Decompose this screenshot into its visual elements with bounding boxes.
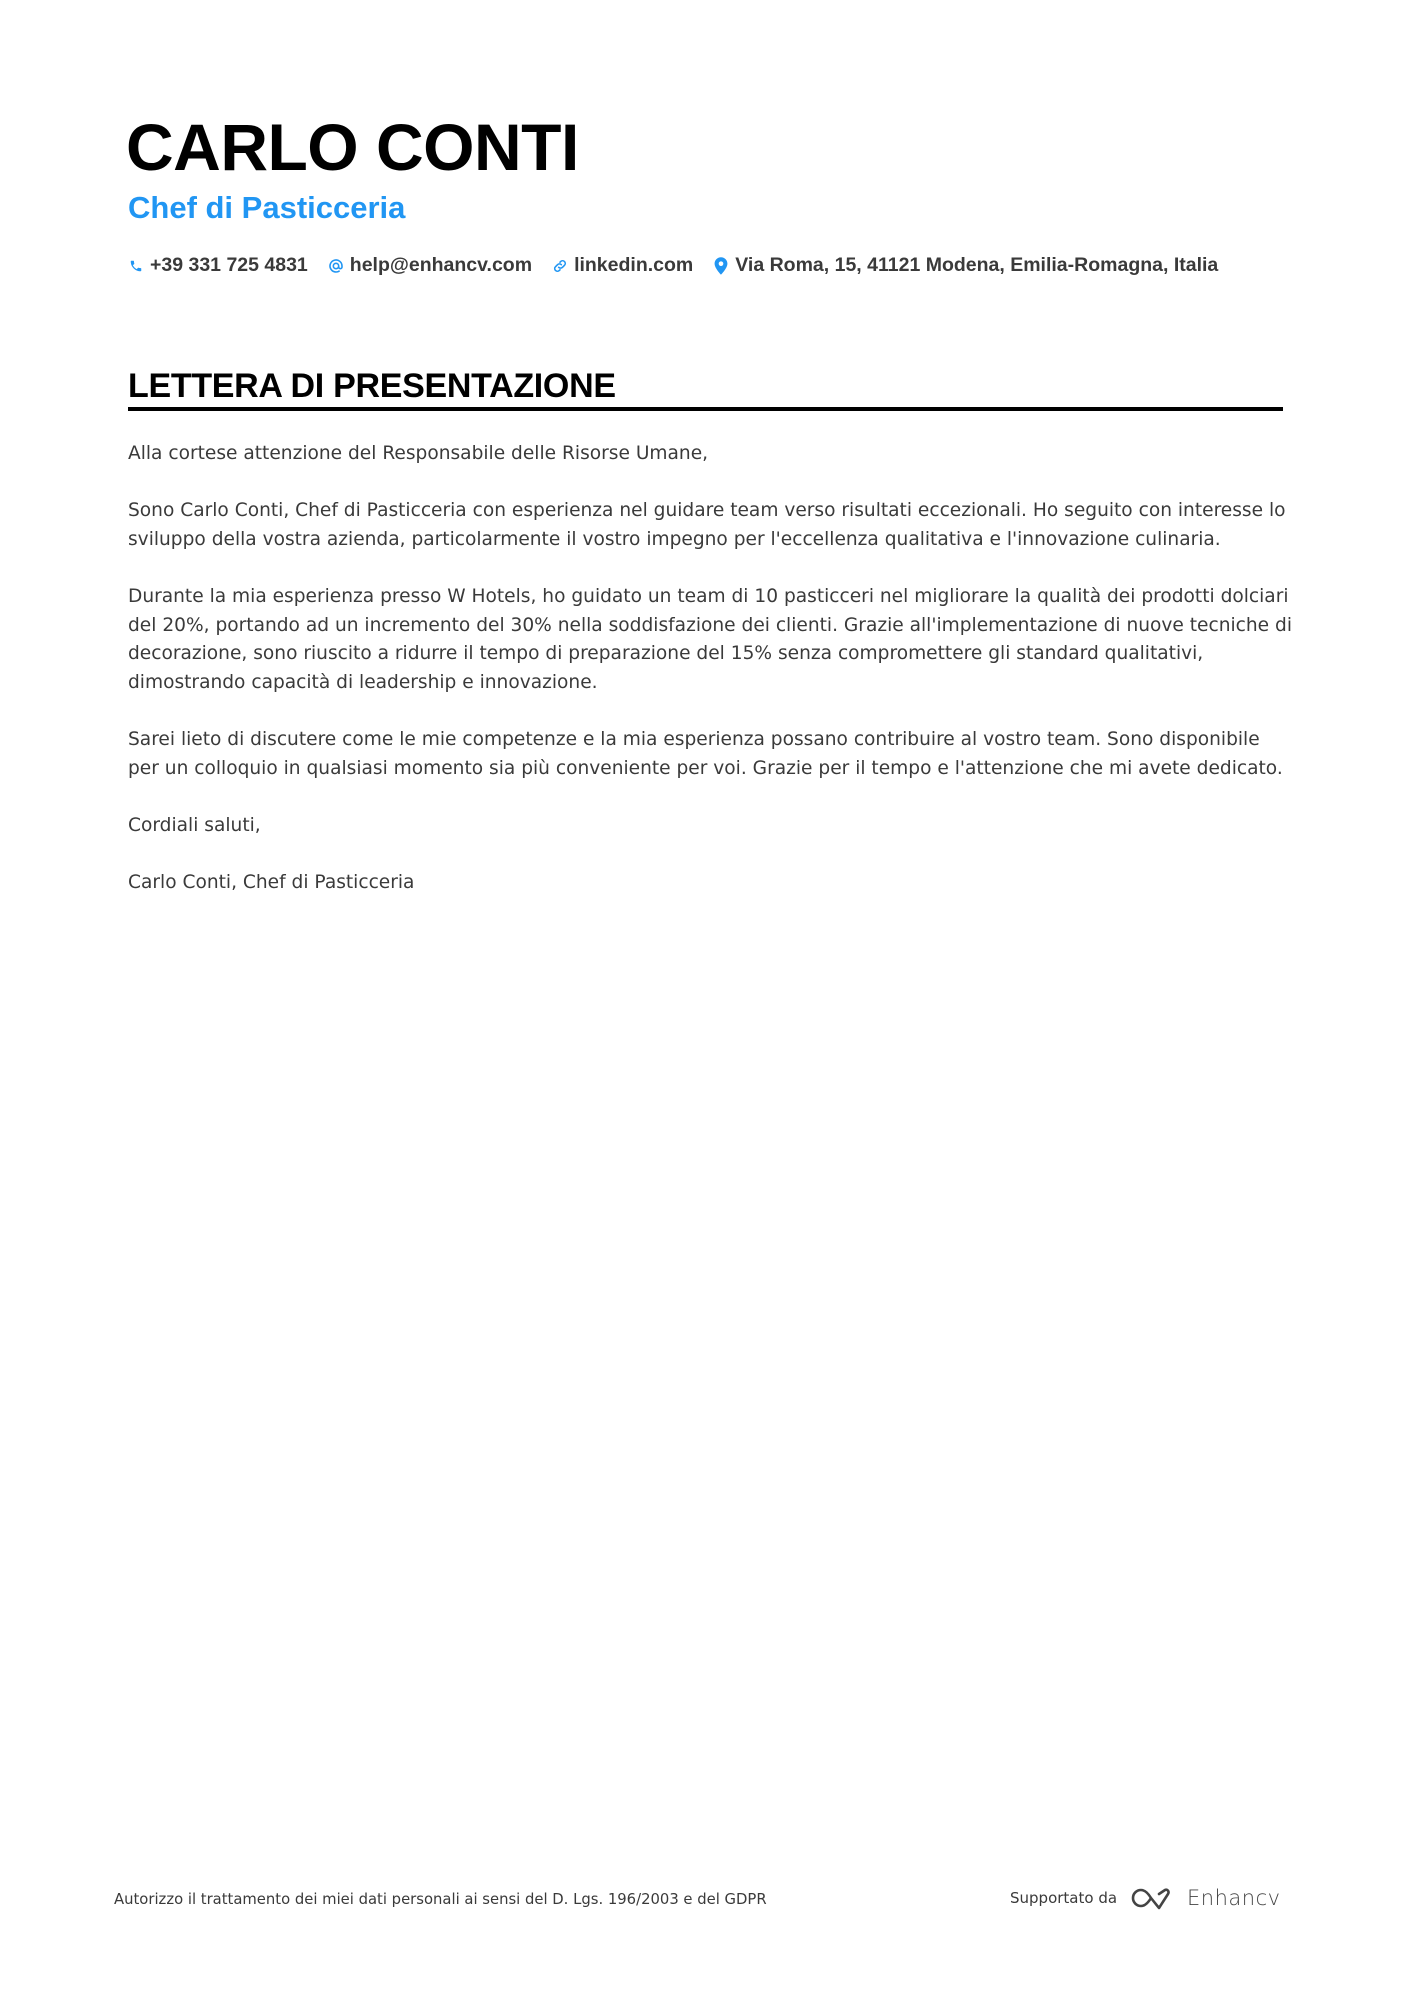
privacy-consent: Autorizzo il trattamento dei miei dati personali ai sensi del D. Lgs. 196/2003 e del GDPR: [114, 1891, 767, 1908]
enhancv-brand[interactable]: Enhancv: [1187, 1886, 1281, 1910]
paragraph-experience: Durante la mia esperienza presso W Hotels, ho guidato un team di 10 pasticceri nel migliorare la qualità dei prodotti dolciari del 20%, portando ad un incremento del 30% nella soddisfazione dei clienti. Grazie all'implementazione di nuove tecniche di decorazione, sono riuscito a ridurre il tempo di preparazione del 15% senza compromettere gli standard qualitativi, dimostrando capacità di leadership e innovazione.: [128, 585, 1292, 693]
enhancv-logo-icon: [1129, 1885, 1175, 1911]
supported-by-label: Supportato da: [1010, 1889, 1118, 1907]
paragraph-closing: Sarei lieto di discutere come le mie competenze e la mia esperienza possano contribuire al vostro team. Sono disponibile per un colloquio in qualsiasi momento sia più conveniente per voi. Grazie per il tempo e l'attenzione che mi avete dedicato.: [128, 728, 1283, 779]
heading-divider: [128, 407, 1283, 411]
salutation: Alla cortese attenzione del Responsabile delle Risorse Umane,: [128, 443, 709, 464]
contact-row: [128, 254, 1238, 277]
sign-off: Cordiali saluti,: [128, 814, 261, 836]
contact-linkedin: [552, 254, 693, 277]
phone-text[interactable]: +39 331 725 4831: [150, 254, 308, 276]
link-icon: [552, 256, 568, 276]
paragraph-intro: Sono Carlo Conti, Chef di Pasticceria con esperienza nel guidare team verso risultati eccezionali. Ho seguito con interesse lo sviluppo della vostra azienda, particolarmente il vostro impegno per l'eccellenza qualitativa e l'innovazione culinaria.: [128, 500, 1286, 550]
contact-address: [713, 254, 1218, 277]
signature: Carlo Conti, Chef di Pasticceria: [128, 871, 415, 893]
job-title: Chef di Pasticceria: [128, 190, 406, 225]
email-text[interactable]: help@enhancv.com: [349, 254, 533, 276]
section-heading: LETTERA DI PRESENTAZIONE: [128, 367, 616, 405]
address-text: Via Roma, 15, 41121 Modena, Emilia-Romagna, Italia: [735, 254, 1219, 276]
applicant-name: CARLO CONTI: [126, 110, 579, 184]
contact-phone: [128, 254, 308, 277]
at-icon: [328, 256, 344, 276]
contact-email: [328, 254, 532, 277]
letter-body: [128, 440, 1293, 926]
location-pin-icon: [713, 256, 729, 276]
phone-icon: [128, 256, 144, 276]
powered-by: [1010, 1885, 1281, 1911]
linkedin-text[interactable]: linkedin.com: [574, 254, 694, 276]
